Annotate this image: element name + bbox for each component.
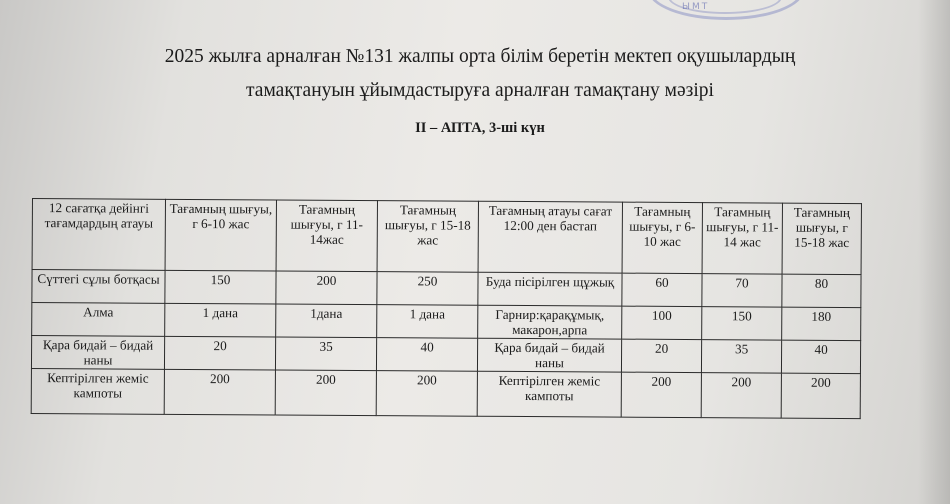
page-edge-shadow [918, 0, 950, 504]
morning-dish-cell: Қара бидай – бидай наны [31, 336, 164, 370]
morning-dish-cell: Кептірілген жеміс кампоты [31, 368, 164, 414]
header-noon-dish: Тағамның атауы сағат 12:00 ден бастап [478, 201, 622, 273]
yield-cell: 150 [702, 307, 782, 340]
yield-cell: 80 [782, 274, 861, 307]
yield-cell: 200 [276, 271, 377, 305]
header-noon-yield-15-18: Тағамның шығуы, г 15-18 жас [782, 203, 861, 274]
yield-cell: 250 [377, 272, 478, 306]
yield-cell: 100 [622, 306, 702, 339]
yield-cell: 200 [164, 369, 275, 415]
header-yield-6-10: Тағамның шығуы, г 6-10 жас [165, 199, 276, 271]
menu-table [31, 198, 862, 419]
yield-cell: 20 [164, 336, 275, 370]
table-row [32, 270, 861, 308]
yield-cell: 40 [781, 340, 860, 373]
noon-dish-cell: Кептірілген жеміс кампоты [477, 371, 621, 417]
document-title-line-2: тамақтануын ұйымдастыруға арналған тамақтану мәзірі [246, 80, 714, 101]
header-morning-dish: 12 сағатқа дейінгі тағамдардың атауы [32, 199, 165, 271]
yield-cell: 35 [701, 340, 781, 373]
noon-dish-cell: Буда пісірілген щұжық [478, 272, 622, 306]
yield-cell: 180 [782, 307, 861, 340]
table-header-row [32, 199, 861, 275]
yield-cell: 20 [621, 339, 701, 372]
yield-cell: 200 [701, 373, 781, 418]
yield-cell: 35 [275, 337, 376, 371]
yield-cell: 1 дана [165, 303, 276, 337]
header-noon-yield-6-10: Тағамның шығуы, г 6-10 жас [622, 202, 702, 273]
noon-dish-cell: Гарнир:қарақұмық, макарон,арпа [478, 305, 622, 339]
yield-cell: 150 [165, 270, 276, 304]
table-row [31, 336, 860, 374]
yield-cell: 200 [781, 373, 860, 418]
stamp-text: ЫМТ [682, 2, 710, 12]
yield-cell: 40 [376, 338, 477, 372]
morning-dish-cell: Сүттегі сұлы ботқасы [32, 270, 165, 304]
header-yield-15-18: Тағамның шығуы, г 15-18 жас [377, 201, 478, 273]
header-noon-yield-11-14: Тағамның шығуы, г 11-14 жас [702, 203, 782, 274]
week-day-subtitle: II – АПТА, 3-ші күн [415, 120, 545, 136]
document-title-line-1: 2025 жылға арналған №131 жалпы орта білім беретін мектеп оқушылардың [164, 46, 796, 67]
yield-cell: 200 [275, 370, 376, 416]
yield-cell: 60 [622, 273, 702, 306]
header-yield-11-14: Тағамның шығуы, г 11-14жас [276, 200, 377, 272]
yield-cell: 200 [621, 372, 701, 417]
yield-cell: 200 [376, 371, 477, 417]
morning-dish-cell: Алма [32, 303, 165, 337]
yield-cell: 1 дана [377, 305, 478, 339]
table-row [32, 303, 861, 341]
yield-cell: 1дана [276, 304, 377, 338]
yield-cell: 70 [702, 274, 782, 307]
noon-dish-cell: Қара бидай – бидай наны [477, 338, 621, 372]
table-row [31, 368, 860, 418]
